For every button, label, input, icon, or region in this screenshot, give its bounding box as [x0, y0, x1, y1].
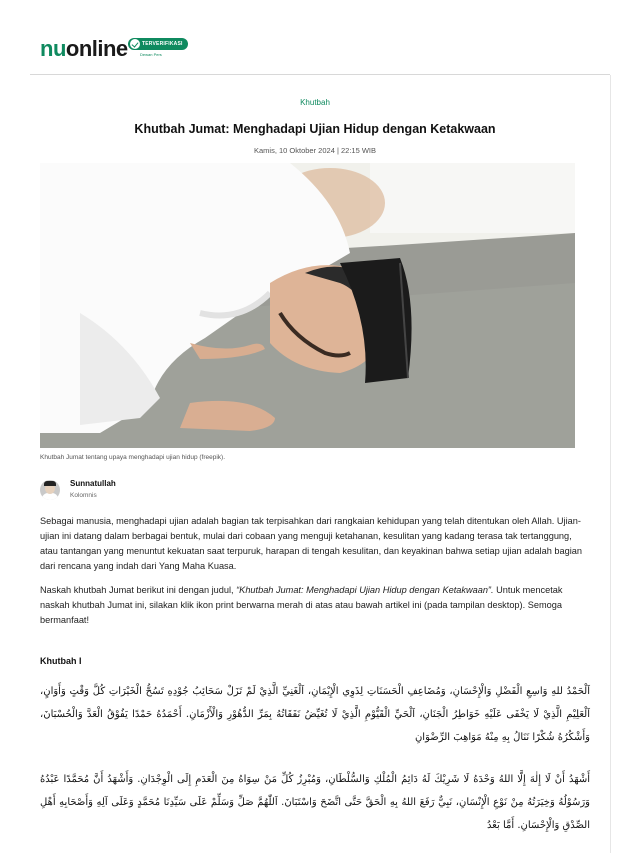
arabic-paragraph-2: أَشْهَدُ أَنْ لَا إِلٰهَ إِلَّا اللهُ وَحْدَهُ لَا شَرِيْكَ لَهُ دَائِمُ الْمُلْكِ وَالسُّلْطَانِ، وَمُبْرِزُ كُلِّ مَنْ سِوَاهُ مِنَ الْعَدَمِ إِلَى الْوِجْدَانِ. وَأَشْهَدُ أَنَّ مُحَمَّدًا عَبْدُهُ وَرَسُوْلُهُ وَخِيَرَتُهُ مِنْ نَوْعِ الْإِنْسَانِ، نَبِيٌّ رَفَعَ اللهُ بِهِ الْحَقَّ حَتَّى اتَّضَحَ وَاسْتَبَانَ. اَللّٰهُمَّ صَلِّ وَسَلِّمْ عَلَى سَيِّدِنَا مُحَمَّدٍ وَعَلَى آلِهِ وَأَصْحَابِهِ أَهْلِ الصِّدْقِ وَالْإِحْسَانِ. أَمَّا بَعْدُ — [40, 774, 590, 831]
article-title: Khutbah Jumat: Menghadapi Ujian Hidup dengan Ketakwaan — [134, 122, 496, 136]
author-name[interactable]: Sunnatullah — [70, 479, 116, 488]
avatar[interactable] — [40, 480, 60, 500]
verified-badge-sub: Dewan Pers — [140, 52, 162, 57]
arabic-paragraph-1: اَلْحَمْدُ للهِ وَاسِعِ الْفَضْلِ وَالْإِحْسَانِ، وَمُضَاعِفِ الْحَسَنَاتِ لِذَوِي الْإِيْمَانِ، اَلْغَنِيِّ الَّذِيْ لَمْ تَزَلْ سَحَائِبُ جُوْدِهِ تَسُحُّ الْخَيْرَاتِ كُلَّ وَقْتٍ وَأَوَانٍ، اَلْعَلِيْمِ الَّذِيْ لَا يَخْفَى عَلَيْهِ خَوَاطِرُ الْجَنَانِ، اَلْحَيِّ الْقَيُّوْمِ الَّذِيْ لَا تُغَيِّضُ نَفَقَاتُهُ بِمَرِّ الدُّهُوْرِ وَالْأَزْمَانِ. أَحْمَدُهُ حَمْدًا يَفُوْقُ الْعَدَّ وَالْحُسْبَانَ، وَأَشْكُرُهُ شُكْرًا نَنَالُ بِهِ مِنْهُ مَوَاهِبَ الرِّضْوَانِ — [40, 686, 590, 743]
header-divider — [30, 74, 610, 75]
check-icon — [130, 39, 140, 49]
article-hero-image — [40, 163, 575, 448]
article-date: Kamis, 10 Oktober 2024 | 22:15 WIB — [253, 146, 376, 155]
image-caption: Khutbah Jumat tentang upaya menghadapi ujian hidup (freepik). — [40, 454, 226, 461]
paragraph-intro: Sebagai manusia, menghadapi ujian adalah bagian tak terpisahkan dari rangkaian kehidupan yang telah ditentukan oleh Allah. Ujian-ujian ini datang dalam berbagai bentuk, mulai dari cobaan yang menguji ketahanan, kesulitan yang kadang terasa tak tertanggung, atau tantangan yang menuntut kekuatan saat terpuruk, harapan di tengah kesulitan, dan keyakinan bahwa setiap ujian adalah bagian dari rencana yang indah dari Yang Maha Kuasa. — [40, 516, 582, 571]
logo-nu: nu — [40, 36, 66, 61]
paragraph-note-suffix: Untuk mencetak naskah khutbah Jumat ini, silakan klik ikon print berwarna merah di atas atau bawah artikel ini (pada tampilan desktop). Semoga bermanfaat! — [40, 585, 563, 625]
paragraph-note-quote: “Khutbah Jumat: Menghadapi Ujian Hidup dengan Ketakwaan”. — [236, 585, 494, 595]
nu-online-logo[interactable] — [40, 36, 128, 62]
khutbah-heading: Khutbah I — [40, 656, 82, 666]
avatar-cap — [44, 481, 56, 486]
paragraph-note — [40, 583, 590, 628]
avatar-body — [42, 493, 58, 500]
site-header — [0, 0, 640, 72]
page-edge — [610, 75, 611, 853]
article-category[interactable]: Khutbah — [300, 98, 330, 107]
verified-badge — [128, 38, 188, 50]
verified-badge-label: TERVERIFIKASI — [142, 41, 183, 47]
author-role: Kolomnis — [70, 492, 97, 499]
logo-online: online — [65, 36, 128, 61]
paragraph-note-prefix: Naskah khutbah Jumat berikut ini dengan judul, — [40, 585, 237, 595]
